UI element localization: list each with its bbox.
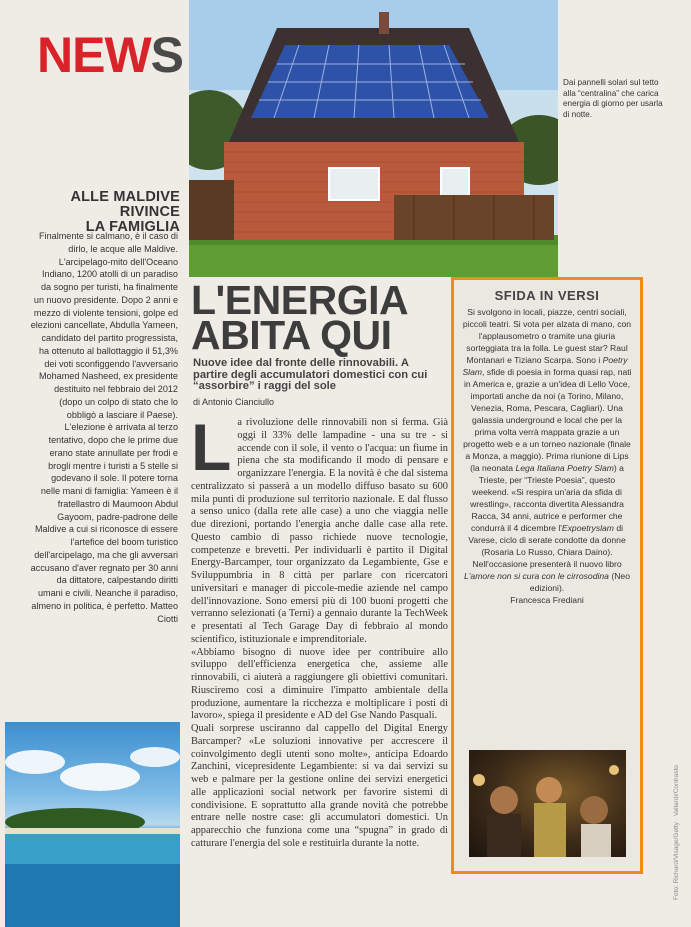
headline-line: ABITA QUI	[191, 312, 392, 358]
maldives-beach-photo	[5, 722, 180, 927]
sidebar-author: Francesca Frediani	[510, 595, 584, 605]
logo-last-letter: S	[150, 27, 184, 83]
maldive-paragraph: Finalmente si calmano, è il caso di dirlo, le acque alle Maldive. L'arcipelago-mito dell'Oceano Indiano, 1200 atolli di un paradiso da sogno per turisti, ha finalmente un nuovo presidente. Dopo 2 anni e mezzo di violente tensioni, golpe ed elezioni cancellate, Abdulla Yameen, candidato del partito progressista, ha ottenuto al ballottaggio il 51,3% dei voti sconfiggendo l'avversario Mohamed Nasheed, ex presidente destituito nel febbraio del 2012 (dopo un colpo di stato che lo obbligò a lasciare il Paese). L'elezione è arrivata al terzo tentativo, dopo che le prime due erano state annullate per frodi e brogli mentre i turisti a 5 stelle si godevano il sole. Il potere torna nelle mani di famiglia: Yameen è il fratellastro di Maumoon Abdul Gayoom, padre-padrone delle Maldive a cui si riconosce di essere l'artefice del boom turistico dell'arcipelago, ma che gli avversari accusano d'aver regnato per 30 anni da dittatore, calpestando diritti umani e civili. Neanche il paradiso, almeno in politica, è perfetto. Matteo Ciotti	[30, 231, 178, 624]
article-paragraph	[191, 410, 448, 647]
sidebar-text: ) a Trieste, per “Trieste Poesia”, questo weekend. «Si respira un'aria da sfida di wrestling», racconta divertita Alessandra Racca, 34 anni, autrice e performer che condurrà il 4 dicembre l'	[470, 463, 624, 533]
dropcap: L	[191, 410, 232, 484]
sidebar-text: Si svolgono in locali, piazze, centri sociali, piccoli teatri. Si vota per alzata di mano, con l'applausometro o tramite una giuria sorteggiata tra la folla. Le guest star? Raul Montanari e Tiziano Scarpa. Sono i	[462, 307, 632, 365]
sidebar-text: (Neo edizioni).	[529, 571, 630, 593]
main-subhead: Nuove idee dal fronte delle rinnovabili. A partire degli accumulatori domestici con cui “assorbire” i raggi del sole	[193, 357, 428, 393]
paragraph-text: a rivoluzione delle rinnovabili non si ferma. Già oggi il 33% delle lampadine - una su tre - si accende con il sole, il vento o l'acqua: un fiume in piena che sta modificando il modo di pensare e organizzare l'energia. E la novità è che dal sistema centralizzato si passerà a un modello diffuso basato su 600 mila punti di produzione sul territorio nazionale. E dal flusso a senso unico (dalla rete alle case) a uno che viaggia nelle due direzioni, portando l'energia anche dalle case alla rete. Questo cambio di passo richiede nuove tecnologie, competenze e brevetti. Per individuarli è partito il Digital Energy-Barcamper, tour organizzato da Legambiente, Gse e Sviluppumbria in 8 città per parlare con ricercatori universitari e manager di piccole-medie aziende nel campo dell'innovazione. Sono emersi più di 100 buoni progetti che verranno selezionati (a Terni) a gennaio durante la TechWeek e presentati al Tech Garage Day di febbraio al mondo scientifico, istituzionale e imprenditoriale.	[191, 417, 448, 645]
sidebar-emphasis: Lega Italiana Poetry Slam	[515, 463, 614, 473]
hero-caption: Dai pannelli solari sul tetto alla “centralina” che carica energia di giorno per usarla di notte.	[563, 78, 663, 119]
article-paragraph: Quali sorprese usciranno dal cappello del Digital Energy Barcamper? «Le soluzioni innovative per accrescere il coinvolgimento degli utenti sono molte», anticipa Edoardo Zanchini, vicepresidente Legambiente: si va dai servizi su web e palmare per la gestione online dei servizi energetici alle applicazioni social network per favorire sistemi di condivisione. E soprattutto alla grande novità che potrebbe entrare nelle nostre case: gli accumulatori domestici. Un apparecchio che funziona come una “spugna” in grado di catturare l'energia del sole e restituirla durante la notte.	[191, 723, 448, 849]
section-logo-news	[37, 27, 184, 83]
sidebar-title: SFIDA IN VERSI	[494, 288, 600, 303]
sidebar-text: di Varese, ciclo di serate condotte da donne (Rosaria Lo Russo, Chiara Daino). Nell'occasione presenterà il nuovo libro	[468, 523, 626, 569]
main-headline	[191, 277, 441, 358]
sidebar-body	[462, 306, 632, 606]
maldive-article-body	[30, 230, 178, 625]
title-line: LA FAMIGLIA	[85, 219, 180, 235]
byline: di Antonio Cianciullo	[193, 397, 275, 407]
poetry-slam-crowd-photo	[469, 750, 626, 857]
main-article-body	[191, 410, 448, 851]
sidebar-text: , sfide di poesia in forma quasi rap, nati in America e, grazie a un'idea di Lello Voce, importati anche da noi (a Torino, Milano, Venezia, Roma, Pescara, Cagliari). Una galassia underground e local che per la prima volta verrà mappata grazie a un progetto web e a un torneo nazionale (finale a Monza, a maggio). Prima riunione di Lips (la neonata	[463, 367, 632, 473]
headline-line: L'ENERGIA	[191, 277, 409, 323]
article-paragraph: «Abbiamo bisogno di nuove idee per contribuire allo sviluppo dell'efficienza energetica che, assieme alle rinnovabili, ci aiuterà a raggiungere gli obiettivi comunitari. Riusciremo così a diminuire l'impatto ambientale della produzione, aumentare la ricchezza e moltiplicare i posti di lavoro», spiega il presidente e AD del Gse Nando Pasquali.	[191, 646, 448, 722]
photo-credit: Foto: Richard/Visage/Getty · Vallardi/Contrasto	[673, 765, 680, 900]
sidebar-emphasis: Expoetryslam	[561, 523, 614, 533]
logo-main: NEW	[37, 27, 151, 83]
title-line: RIVINCE	[119, 204, 180, 220]
sidebar-emphasis: Poetry Slam	[462, 355, 628, 377]
maldive-article-title	[40, 190, 180, 235]
title-line: ALLE MALDIVE	[70, 189, 180, 205]
poetry-slam-sidebar	[451, 277, 643, 874]
house-solar-panels-photo	[189, 0, 558, 277]
sidebar-emphasis: L'amore non si cura con le cirrosodina	[464, 571, 609, 581]
